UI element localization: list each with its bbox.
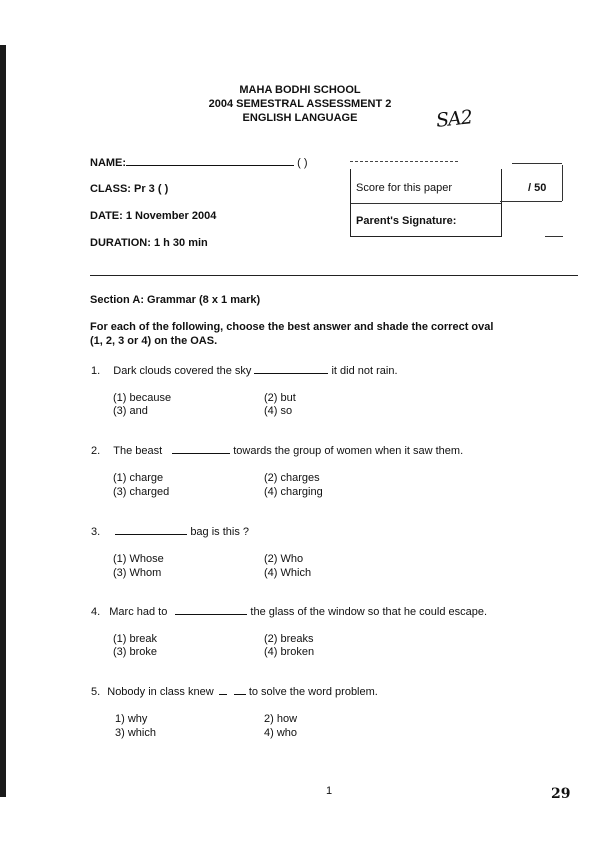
score-value: / 50 [528, 182, 547, 194]
duration-label: DURATION: 1 h 30 min [90, 237, 208, 249]
question-text-before: Dark clouds covered the sky [113, 365, 252, 377]
question-number: 3. [91, 526, 101, 538]
score-value-underline [500, 201, 562, 202]
option-4-1[interactable]: (1) break [113, 633, 158, 645]
question-4 [91, 605, 487, 619]
answer-blank [115, 525, 187, 535]
question-5 [91, 685, 378, 699]
option-5-3[interactable]: 3) which [115, 727, 156, 739]
question-text-after: to solve the word problem. [248, 686, 378, 698]
answer-blank [219, 685, 227, 695]
option-3-4[interactable]: (4) Which [264, 567, 312, 579]
question-text-before: Marc had to [109, 606, 168, 618]
option-4-4[interactable]: (4) broken [264, 646, 315, 658]
option-1-2[interactable]: (2) but [264, 392, 296, 404]
option-3-3[interactable]: (3) Whom [113, 567, 162, 579]
option-4-2[interactable]: (2) breaks [264, 633, 314, 645]
option-1-1[interactable]: (1) because [113, 392, 172, 404]
subject-title: ENGLISH LANGUAGE [242, 112, 358, 124]
date-label: DATE: 1 November 2004 [90, 210, 217, 222]
question-number: 4. [91, 606, 101, 618]
signature-cell-line [545, 236, 563, 237]
name-label: NAME: [90, 157, 127, 169]
score-row [351, 169, 501, 204]
answer-blank [254, 364, 328, 374]
header-divider [90, 275, 578, 276]
scorebox-top-dash [350, 161, 458, 162]
page-number: 1 [326, 785, 333, 797]
class-label: CLASS: Pr 3 ( ) [90, 183, 169, 195]
instruction-line-1: For each of the following, choose the best answer and shade the correct oval [90, 321, 494, 333]
question-text-after: towards the group of women when it saw them. [233, 445, 464, 457]
option-2-3[interactable]: (3) charged [113, 486, 170, 498]
name-field [90, 156, 308, 169]
name-index-paren: ( ) [297, 157, 308, 169]
question-number: 5. [91, 686, 101, 698]
question-text-after: the glass of the window so that he could escape. [250, 606, 488, 618]
score-box [350, 169, 502, 237]
assessment-title: 2004 SEMESTRAL ASSESSMENT 2 [208, 98, 392, 110]
answer-blank [172, 444, 230, 454]
score-label: Score for this paper [356, 182, 452, 194]
question-number: 2. [91, 445, 101, 457]
option-1-3[interactable]: (3) and [113, 405, 148, 417]
option-3-1[interactable]: (1) Whose [113, 553, 164, 565]
scorebox-top-right-line [512, 163, 562, 164]
corner-page-mark: 29 [551, 786, 571, 802]
answer-blank [175, 605, 247, 615]
question-1 [91, 364, 398, 378]
question-text-after: bag is this ? [190, 526, 250, 538]
option-1-4[interactable]: (4) so [264, 405, 293, 417]
option-4-3[interactable]: (3) broke [113, 646, 158, 658]
signature-row [351, 204, 501, 236]
handwritten-mark: SA2 [434, 106, 473, 132]
option-5-4[interactable]: 4) who [264, 727, 298, 739]
scan-edge-bar [0, 45, 6, 797]
question-number: 1. [91, 365, 101, 377]
option-5-2[interactable]: 2) how [264, 713, 298, 725]
option-2-2[interactable]: (2) charges [264, 472, 320, 484]
option-2-4[interactable]: (4) charging [264, 486, 323, 498]
option-2-1[interactable]: (1) charge [113, 472, 164, 484]
question-2 [91, 444, 463, 458]
name-blank[interactable] [126, 156, 294, 166]
question-3 [91, 525, 249, 539]
instruction-line-2: (1, 2, 3 or 4) on the OAS. [90, 335, 218, 347]
question-text-after: it did not rain. [331, 365, 398, 377]
score-value-cell [500, 165, 563, 201]
question-text-before: The beast [113, 445, 163, 457]
answer-blank [234, 685, 246, 695]
question-text-before: Nobody in class knew [107, 686, 214, 698]
option-3-2[interactable]: (2) Who [264, 553, 304, 565]
option-5-1[interactable]: 1) why [115, 713, 148, 725]
section-title: Section A: Grammar (8 x 1 mark) [90, 294, 261, 306]
school-name: MAHA BODHI SCHOOL [239, 84, 361, 96]
signature-label: Parent's Signature: [356, 215, 457, 227]
